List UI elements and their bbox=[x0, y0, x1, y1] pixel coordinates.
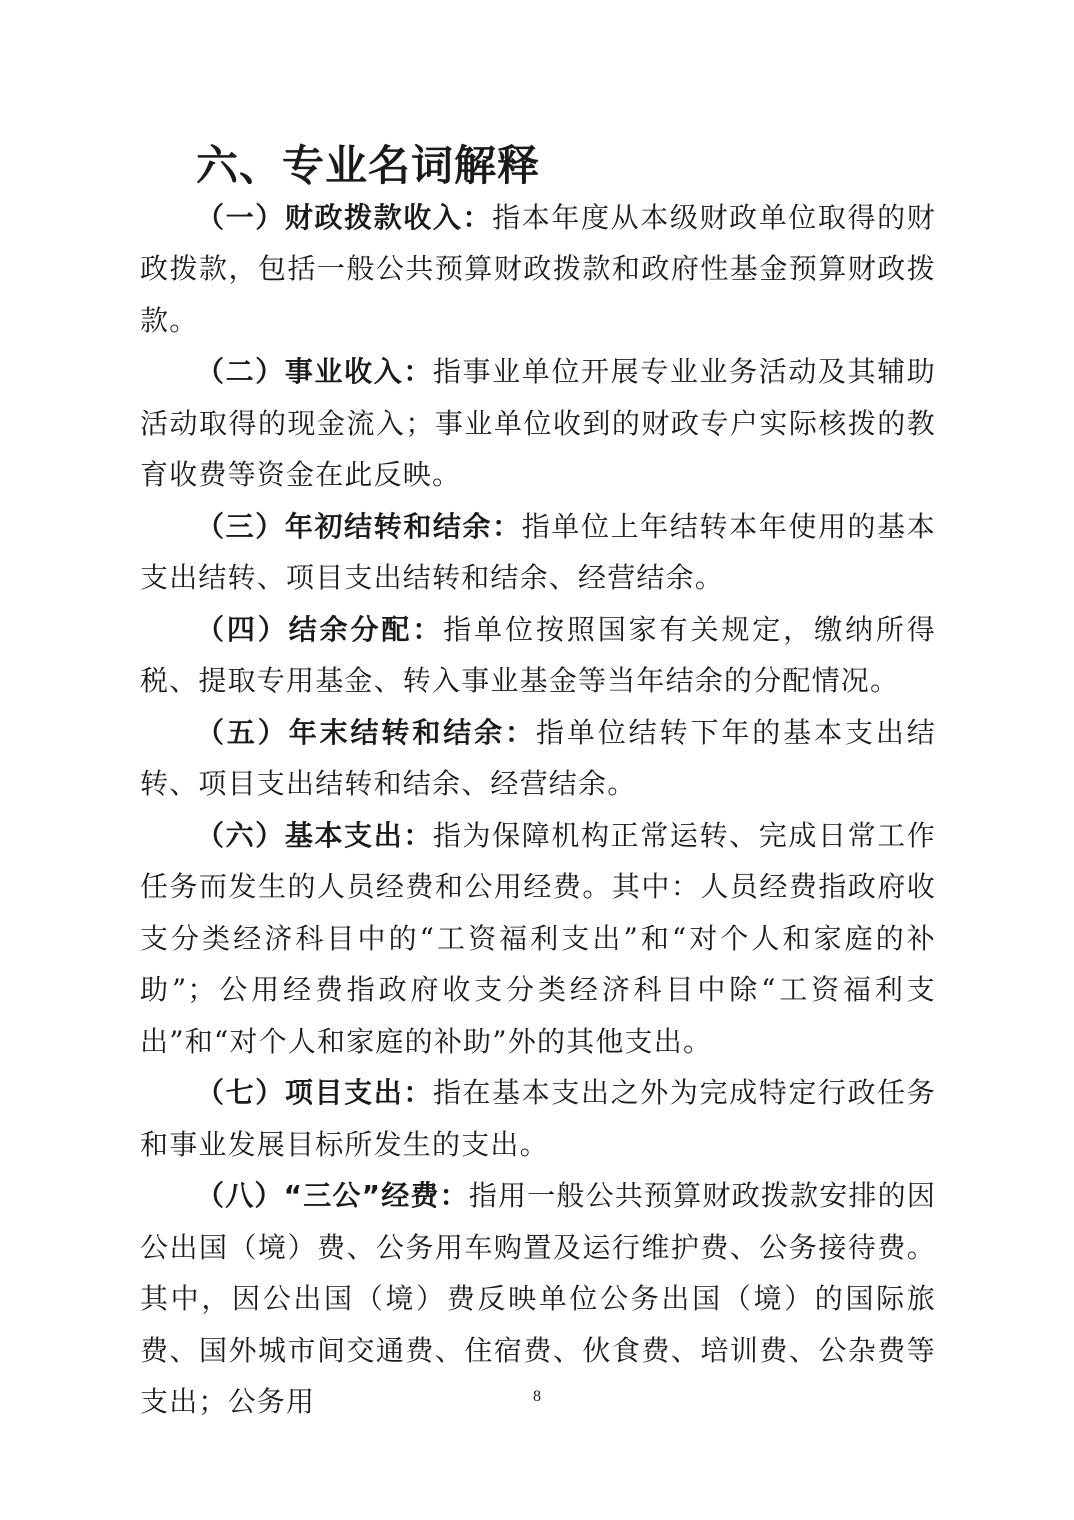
definition-paragraph bbox=[140, 810, 936, 1068]
definition-term: （八）“三公”经费： bbox=[196, 1179, 469, 1212]
definition-text: 指本年度从本级财政单位取得的财政拨款，包括一般公共预算财政拨款和政府性基金预算财政拨款。 bbox=[140, 200, 936, 337]
section-heading: 六、专业名词解释 bbox=[196, 141, 541, 190]
definition-text: 指单位按照国家有关规定，缴纳所得税、提取专用基金、转入事业基金等当年结余的分配情况。 bbox=[140, 612, 936, 697]
definition-text: 指在基本支出之外为完成特定行政任务和事业发展目标所发生的支出。 bbox=[140, 1076, 936, 1161]
definition-paragraph bbox=[140, 346, 936, 501]
definition-paragraph bbox=[140, 707, 936, 810]
definition-term: （一）财政拨款收入： bbox=[196, 200, 493, 234]
definition-term: （二）事业收入： bbox=[196, 355, 433, 388]
definition-paragraph bbox=[140, 501, 936, 604]
definition-term: （四）结余分配： bbox=[196, 612, 444, 646]
page-body bbox=[140, 140, 936, 1428]
definition-paragraph bbox=[140, 1067, 936, 1170]
definition-text: 指事业单位开展专业业务活动及其辅助活动取得的现金流入；事业单位收到的财政专户实际核拨的教育收费等资金在此反映。 bbox=[140, 355, 936, 491]
definition-text: 指单位结转下年的基本支出结转、项目支出结转和结余、经营结余。 bbox=[140, 715, 937, 800]
definition-term: （三）年初结转和结余： bbox=[196, 509, 522, 543]
definition-paragraph bbox=[140, 604, 936, 707]
definition-term: （五）年末结转和结余： bbox=[196, 715, 536, 749]
definition-term: （六）基本支出： bbox=[196, 818, 433, 852]
definition-term: （七）项目支出： bbox=[196, 1076, 433, 1109]
definition-paragraph bbox=[140, 192, 936, 347]
page-number: 8 bbox=[533, 1388, 541, 1405]
definition-text: 指单位上年结转本年使用的基本支出结转、项目支出结转和结余、经营结余。 bbox=[140, 509, 936, 594]
definition-text: 指为保障机构正常运转、完成日常工作任务而发生的人员经费和公用经费。其中：人员经费指政府收支分类经济科目中的“工资福利支出”和“对个人和家庭的补助”；公用经费指政府收支分类经济科目中除“工资福利支出”和“对个人和家庭的补助”外的其他支出。 bbox=[140, 818, 936, 1058]
definition-text: 指用一般公共预算财政拨款安排的因公出国（境）费、公务用车购置及运行维护费、公务接待费。其中，因公出国（境）费反映单位公务出国（境）的国际旅费、国外城市间交通费、住宿费、伙食费、培训费、公杂费等支出；公务用 bbox=[140, 1179, 937, 1418]
